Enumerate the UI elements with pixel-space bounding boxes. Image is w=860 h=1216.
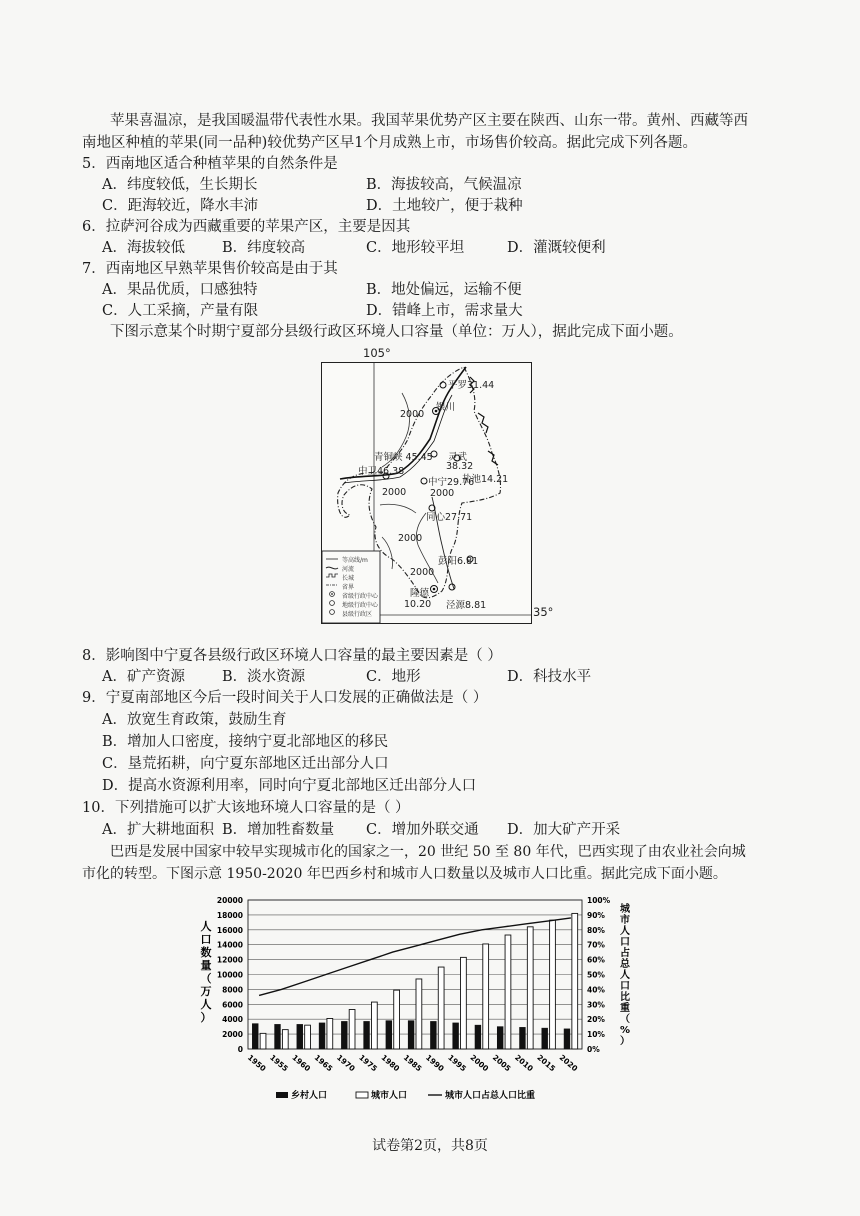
y-tick-right: 0%: [587, 1045, 600, 1054]
map-latitude-label: 35°: [533, 605, 554, 619]
question-8-option-c[interactable]: C．地形: [366, 669, 421, 685]
y-tick-right: 70%: [587, 940, 605, 950]
y-tick-left: 8000: [222, 985, 243, 995]
question-5-option-c[interactable]: C．距海较近，降水丰沛: [102, 198, 259, 214]
question-6-option-c[interactable]: C．地形较平坦: [366, 240, 465, 256]
bar-urban-1955: [282, 1030, 288, 1049]
legend-river: 河流: [342, 566, 355, 573]
question-10-option-a[interactable]: A．扩大耕地面积: [102, 822, 214, 838]
legend-county: 县级行政区: [342, 611, 373, 618]
bar-urban-1980: [394, 990, 400, 1049]
y-axis-label-right: 市: [620, 915, 630, 926]
x-tick-1995: 1995: [446, 1052, 469, 1074]
question-10-stem: 10．下列措施可以扩大该地环境人口容量的是（ ）: [82, 800, 410, 816]
contour-label: 2000: [400, 409, 425, 420]
legend-swatch-urban: [356, 1092, 368, 1098]
question-8-option-a[interactable]: A．矿产资源: [102, 669, 185, 685]
bar-urban-2010: [527, 927, 533, 1049]
bar-urban-1990: [438, 967, 444, 1049]
label-longde-value: 10.20: [404, 599, 432, 610]
question-7-option-d[interactable]: D．错峰上市，需求量大: [366, 303, 523, 319]
contour-label-4: 2000: [398, 533, 423, 544]
bar-urban-1975: [371, 1002, 377, 1049]
question-9-option-c[interactable]: C．垦荒拓耕，向宁夏东部地区迁出部分人口: [102, 756, 389, 772]
question-5-option-d[interactable]: D．土地较广，便于栽种: [366, 198, 523, 214]
question-8-option-b[interactable]: B．淡水资源: [222, 669, 306, 685]
legend-swatch-rural: [276, 1092, 288, 1098]
question-9-option-b[interactable]: B．增加人口密度，接纳宁夏北部地区的移民: [102, 734, 389, 750]
legend-label-rural: 乡村人口: [291, 1091, 328, 1101]
bar-rural-1965: [319, 1023, 325, 1049]
bar-urban-2005: [505, 935, 511, 1049]
y-axis-label-left: 数: [200, 946, 212, 959]
label-pengyang: 彭阳6.81: [438, 556, 479, 567]
bar-rural-1955: [275, 1024, 281, 1049]
y-tick-left: 10000: [216, 970, 243, 980]
question-7-option-a[interactable]: A．果品优质，口感独特: [102, 282, 258, 298]
label-qingtongxia: 青铜峡 45.45: [374, 452, 433, 463]
y-axis-label-right: ）: [620, 1036, 630, 1047]
y-tick-right: 30%: [587, 1000, 605, 1010]
y-axis-label-right: 口: [620, 937, 630, 948]
legend-prefecture-center: 地级行政中心: [342, 602, 379, 609]
y-tick-left: 0: [237, 1045, 243, 1054]
x-tick-1955: 1955: [268, 1052, 290, 1074]
bar-rural-1985: [408, 1021, 414, 1049]
label-jingyuan: 泾源8.81: [446, 600, 487, 611]
y-axis-label-left: ）: [200, 1011, 212, 1024]
y-tick-right: 60%: [587, 955, 605, 965]
legend-provincial-capital: 省级行政中心: [342, 593, 379, 600]
x-tick-1980: 1980: [379, 1052, 402, 1074]
y-axis-label-left: 万: [200, 985, 212, 998]
label-yanchi: 盐池14.21: [462, 474, 509, 485]
bar-rural-2000: [475, 1025, 481, 1049]
bar-rural-1975: [364, 1021, 370, 1049]
label-yinchuan: 银川: [436, 402, 456, 413]
legend-label-urban: 城市人口: [371, 1091, 408, 1101]
label-lingwu: 灵武: [448, 452, 468, 463]
question-5-stem: 5．西南地区适合种植苹果的自然条件是: [82, 156, 338, 172]
y-axis-label-left: 口: [200, 933, 212, 946]
bar-urban-2020: [572, 913, 578, 1049]
question-9-option-d[interactable]: D．提高水资源利用率，同时向宁夏北部地区迁出部分人口: [102, 778, 477, 794]
x-tick-1965: 1965: [312, 1052, 335, 1074]
intro-apple-line2: 南地区种植的苹果(同一品种)较优势产区早1个月成熟上市，市场售价较高。据此完成下列各题。: [82, 135, 698, 151]
y-tick-right: 80%: [587, 925, 605, 935]
bar-urban-1950: [260, 1033, 266, 1049]
y-tick-left: 12000: [216, 955, 243, 965]
bar-urban-1960: [305, 1025, 311, 1049]
x-tick-2005: 2005: [490, 1052, 513, 1074]
y-axis-label-right: 总: [620, 959, 630, 970]
x-tick-2020: 2020: [557, 1052, 580, 1074]
intro-apple-line1: 苹果喜温凉，是我国暖温带代表性水果。我国苹果优势产区主要在陕西、山东一带。黄州、西藏等西: [110, 113, 748, 129]
intro-ningxia: 下图示意某个时期宁夏部分县级行政区环境人口容量（单位：万人），据此完成下面小题。: [110, 324, 683, 340]
y-tick-left: 4000: [222, 1015, 243, 1025]
bar-urban-1965: [327, 1018, 333, 1049]
question-7-option-c[interactable]: C．人工采摘，产量有限: [102, 303, 259, 319]
bar-rural-2015: [542, 1028, 548, 1049]
label-zhongwei: 中卫46.38: [358, 466, 405, 477]
y-axis-label-right: 城: [620, 904, 630, 915]
y-tick-right: 100%: [587, 896, 611, 905]
question-8-stem: 8．影响图中宁夏各县级行政区环境人口容量的最主要因素是（ ）: [82, 648, 502, 664]
bar-rural-2005: [497, 1027, 503, 1049]
plot-area: [201, 896, 632, 1101]
y-axis-label-right: 人: [620, 970, 630, 981]
question-6-option-d[interactable]: D．灌溉较便利: [507, 240, 606, 256]
intro-brazil-line1: 巴西是发展中国家中较早实现城市化的国家之一，20 世纪 50 至 80 年代，巴西实现了由农业社会向城: [110, 844, 746, 860]
y-axis-label-right: 口: [620, 981, 630, 992]
y-axis-label-right: 比: [620, 992, 630, 1003]
y-axis-label-right: 重: [620, 1003, 630, 1014]
label-longde: 隆德: [410, 588, 430, 599]
intro-brazil-line2: 市化的转型。下图示意 1950-2020 年巴西乡村和城市人口数量以及城市人口比重。据此完成下面小题。: [82, 866, 727, 882]
y-axis-label-left: （: [200, 972, 212, 985]
question-6-option-b[interactable]: B．纬度较高: [222, 240, 306, 256]
bar-rural-1980: [386, 1021, 392, 1049]
brazil-population-chart: [196, 892, 636, 1110]
label-lingwu-value: 38.32: [446, 461, 474, 472]
x-tick-2015: 2015: [535, 1052, 558, 1074]
contour-label-3: 2000: [430, 488, 455, 499]
bar-rural-2020: [564, 1029, 570, 1049]
x-tick-1985: 1985: [401, 1052, 424, 1074]
y-tick-right: 40%: [587, 985, 605, 995]
y-axis-label-right: 占: [620, 948, 630, 959]
y-tick-left: 14000: [216, 940, 243, 950]
y-tick-left: 20000: [216, 896, 243, 905]
y-tick-left: 16000: [216, 925, 243, 935]
question-10-option-b[interactable]: B．增加牲畜数量: [222, 822, 335, 838]
question-9-stem: 9．宁夏南部地区今后一段时间关于人口发展的正确做法是（ ）: [82, 690, 488, 706]
label-zhongning: 中宁29.76: [428, 477, 475, 488]
ningxia-map: [321, 362, 532, 624]
page-footer: 试卷第2页，共8页: [372, 1138, 488, 1154]
bar-urban-1970: [349, 1010, 355, 1049]
question-5-option-b[interactable]: B．海拔较高，气候温凉: [366, 177, 522, 193]
bar-rural-1990: [430, 1021, 436, 1049]
y-tick-right: 50%: [587, 970, 605, 980]
y-tick-right: 10%: [587, 1030, 605, 1040]
y-axis-label-right: （: [620, 1014, 630, 1025]
bar-urban-2000: [483, 944, 489, 1049]
legend-contour: 等高线/m: [342, 557, 368, 564]
x-tick-1960: 1960: [290, 1052, 313, 1074]
bar-rural-1970: [341, 1021, 347, 1049]
x-tick-2000: 2000: [468, 1052, 491, 1074]
map-longitude-label: 105°: [363, 346, 391, 360]
label-pingluo: 平罗31.44: [448, 380, 495, 391]
question-10-option-d[interactable]: D．加大矿产开采: [507, 822, 621, 838]
contour-label-5: 2000: [410, 567, 435, 578]
x-tick-1990: 1990: [423, 1052, 446, 1074]
question-6-option-a[interactable]: A．海拔较低: [102, 240, 185, 256]
bar-rural-1995: [453, 1023, 459, 1049]
bar-urban-1985: [416, 979, 422, 1049]
legend-great-wall: 长城: [342, 575, 355, 582]
legend-label-ratio: 城市人口占总人口比重: [445, 1091, 536, 1101]
bar-rural-1950: [252, 1024, 258, 1049]
y-tick-left: 6000: [222, 1000, 243, 1010]
y-tick-right: 20%: [587, 1015, 605, 1025]
question-6-stem: 6．拉萨河谷成为西藏重要的苹果产区，主要是因其: [82, 219, 411, 235]
label-tongxin: 同心27.71: [426, 512, 473, 523]
question-10-option-c[interactable]: C．增加外联交通: [366, 822, 479, 838]
x-tick-2010: 2010: [513, 1052, 535, 1074]
y-axis-label-left: 人: [200, 920, 212, 933]
legend-province-border: 省界: [342, 584, 355, 591]
x-tick-1950: 1950: [245, 1052, 268, 1074]
question-9-option-a[interactable]: A．放宽生育政策，鼓励生育: [102, 712, 287, 728]
x-tick-1975: 1975: [357, 1052, 379, 1074]
bar-urban-1995: [461, 957, 467, 1049]
y-axis-label-right: %: [619, 1025, 631, 1036]
y-axis-label-right: 人: [620, 926, 630, 937]
y-axis-label-left: 量: [200, 959, 212, 972]
x-tick-1970: 1970: [334, 1052, 357, 1074]
question-7-stem: 7．西南地区早熟苹果售价较高是由于其: [82, 261, 338, 277]
y-tick-left: 2000: [222, 1030, 243, 1040]
y-axis-label-left: 人: [200, 998, 212, 1011]
bar-rural-2010: [520, 1027, 526, 1049]
y-tick-left: 18000: [216, 910, 243, 920]
contour-label-2: 2000: [382, 487, 407, 498]
question-5-option-a[interactable]: A．纬度较低，生长期长: [102, 177, 258, 193]
bar-urban-2015: [550, 920, 556, 1049]
bar-rural-1960: [297, 1024, 303, 1049]
question-7-option-b[interactable]: B．地处偏远，运输不便: [366, 282, 522, 298]
y-tick-right: 90%: [587, 910, 605, 920]
question-8-option-d[interactable]: D．科技水平: [507, 669, 592, 685]
